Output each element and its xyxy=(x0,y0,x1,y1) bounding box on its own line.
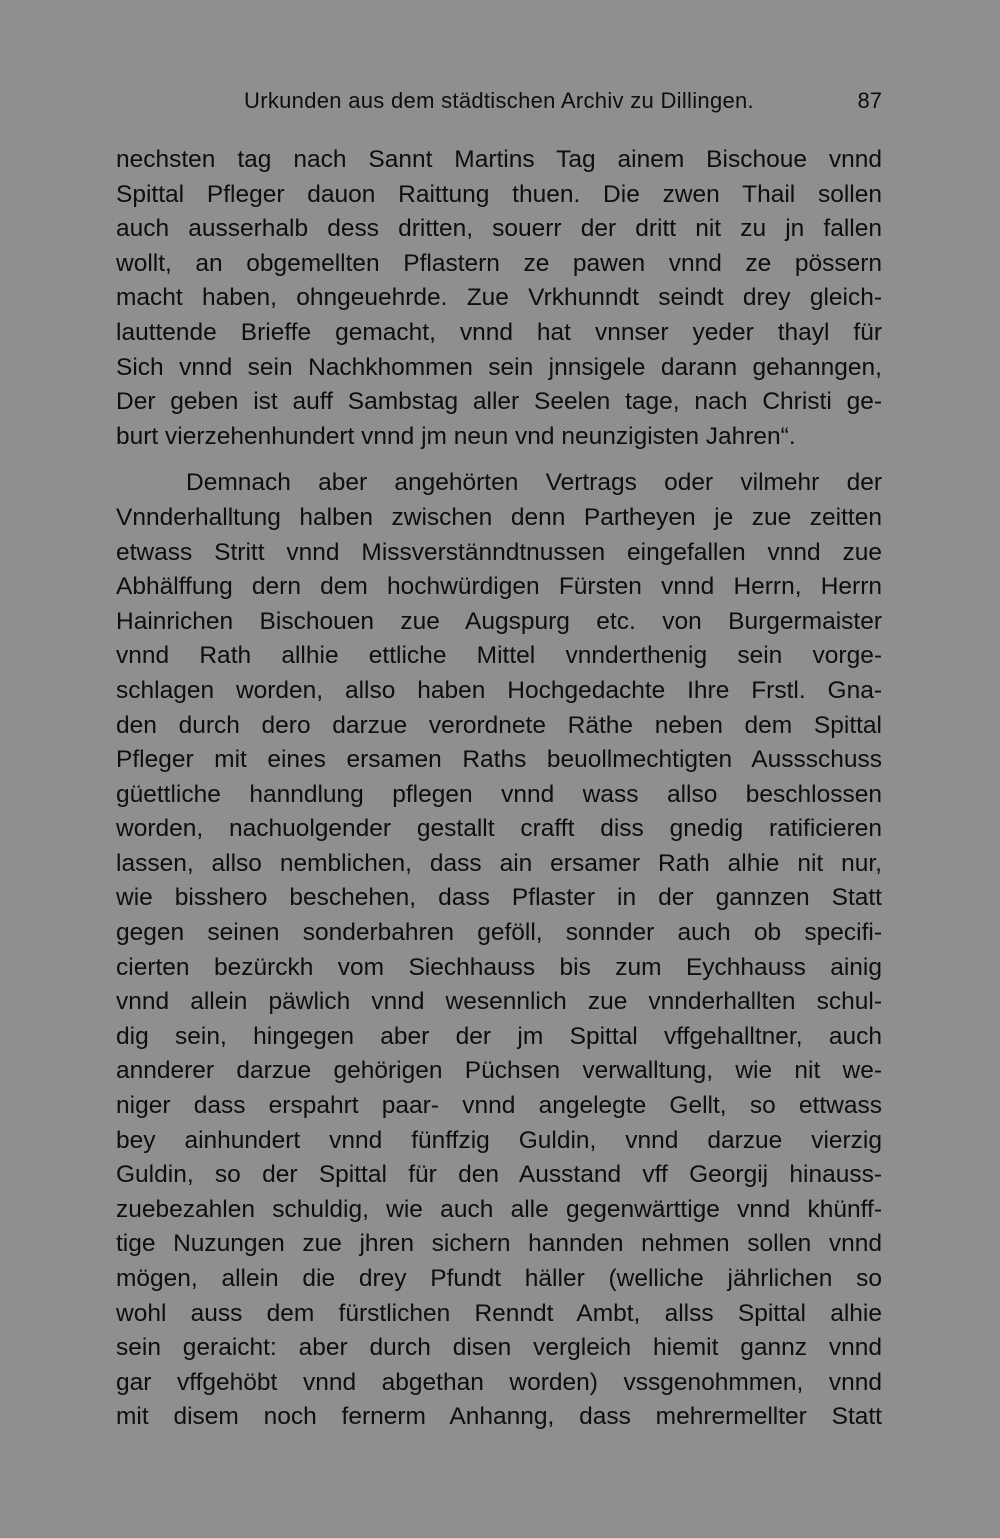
text-line: schlagen worden, allso haben Hochgedachte Ihre Frstl. Gna- xyxy=(116,676,882,704)
text-line: lassen, allso nemblichen, dass ain ersamer Rath alhie nit nur, xyxy=(116,849,882,877)
text-line: sein geraicht: aber durch disen vergleich hiemit gannz vnnd xyxy=(116,1334,882,1362)
paragraph-1 xyxy=(116,143,882,454)
text-line: burt vierzehenhundert vnnd jm neun vnd neunzigisten Jahren“. xyxy=(116,422,796,450)
text-line: mit disem noch fernerm Anhanng, dass mehrermellter Statt xyxy=(116,1403,882,1431)
text-line: zuebezahlen schuldig, wie auch alle gegenwärttige vnnd khünff- xyxy=(116,1195,882,1223)
text-line: annderer darzue gehörigen Püchsen verwalltung, wie nit we- xyxy=(116,1057,882,1085)
text-line: lauttende Brieffe gemacht, vnnd hat vnnser yeder thayl für xyxy=(116,318,882,346)
paragraph-2 xyxy=(116,466,882,1435)
text-line: gegen seinen sonderbahren geföll, sonnder auch ob specifi- xyxy=(116,919,882,947)
running-head xyxy=(116,88,882,118)
text-line: Abhälffung dern dem hochwürdigen Fürsten vnnd Herrn, Herrn xyxy=(116,573,882,601)
body-text xyxy=(116,143,882,1435)
text-line: mögen, allein die drey Pfundt häller (welliche jährlichen so xyxy=(116,1265,882,1292)
text-line: nechsten tag nach Sannt Martins Tag ainem Bischoue vnnd xyxy=(116,146,882,173)
text-line: Demnach aber angehörten Vertrags oder vilmehr der xyxy=(186,469,882,497)
text-line: bey ainhundert vnnd fünffzig Guldin, vnnd darzue vierzig xyxy=(116,1126,882,1154)
text-line: Spittal Pfleger dauon Raittung thuen. Die zwen Thail sollen xyxy=(116,180,882,208)
running-title: Urkunden aus dem städtischen Archiv zu Dillingen. xyxy=(244,88,754,113)
text-line: dig sein, hingegen aber der jm Spittal vffgehalltner, auch xyxy=(116,1022,882,1050)
text-line: worden, nachuolgender gestallt crafft diss gnedig ratificieren xyxy=(116,815,882,843)
text-line: tige Nuzungen zue jhren sichern hannden nehmen sollen vnnd xyxy=(116,1230,882,1258)
text-line: vnnd Rath allhie ettliche Mittel vnnderthenig sein vorge- xyxy=(116,642,882,670)
text-line: Hainrichen Bischouen zue Augspurg etc. von Burgermaister xyxy=(116,607,882,635)
text-line: den durch dero darzue verordnete Räthe neben dem Spittal xyxy=(116,711,882,739)
text-line: macht haben, ohngeuehrde. Zue Vrkhunndt seindt drey gleich- xyxy=(116,284,882,312)
paragraph-gap xyxy=(116,454,882,466)
text-line: Der geben ist auff Sambstag aller Seelen tage, nach Christi ge- xyxy=(116,388,882,416)
text-line: güettliche hanndlung pflegen vnnd wass allso beschlossen xyxy=(116,780,882,808)
text-line: auch ausserhalb dess dritten, souerr der dritt nit zu jn fallen xyxy=(116,215,882,243)
text-line: niger dass erspahrt paar- vnnd angelegte Gellt, so ettwass xyxy=(116,1092,882,1120)
page-number: 87 xyxy=(857,88,882,113)
text-line: etwass Stritt vnnd Missverstänndtnussen eingefallen vnnd zue xyxy=(116,538,882,566)
text-line: wohl auss dem fürstlichen Renndt Ambt, allss Spittal alhie xyxy=(116,1299,882,1327)
text-line: Pfleger mit eines ersamen Raths beuollmechtigten Aussschuss xyxy=(116,746,882,774)
text-line: wie bisshero beschehen, dass Pflaster in der gannzen Statt xyxy=(116,884,882,912)
text-line: gar vffgehöbt vnnd abgethan worden) vssgenohmmen, vnnd xyxy=(116,1368,882,1396)
text-line: Sich vnnd sein Nachkhommen sein jnnsigele darann gehanngen, xyxy=(116,353,882,381)
text-line: Vnnderhalltung halben zwischen denn Partheyen je zue zeitten xyxy=(116,503,882,531)
text-line: cierten bezürckh vom Siechhauss bis zum Eychhauss ainig xyxy=(116,953,882,981)
text-line: wollt, an obgemellten Pflastern ze pawen vnnd ze pössern xyxy=(116,249,882,277)
text-line: vnnd allein päwlich vnnd wesennlich zue vnnderhallten schul- xyxy=(116,988,882,1016)
text-line: Guldin, so der Spittal für den Ausstand vff Georgij hinauss- xyxy=(116,1161,882,1189)
